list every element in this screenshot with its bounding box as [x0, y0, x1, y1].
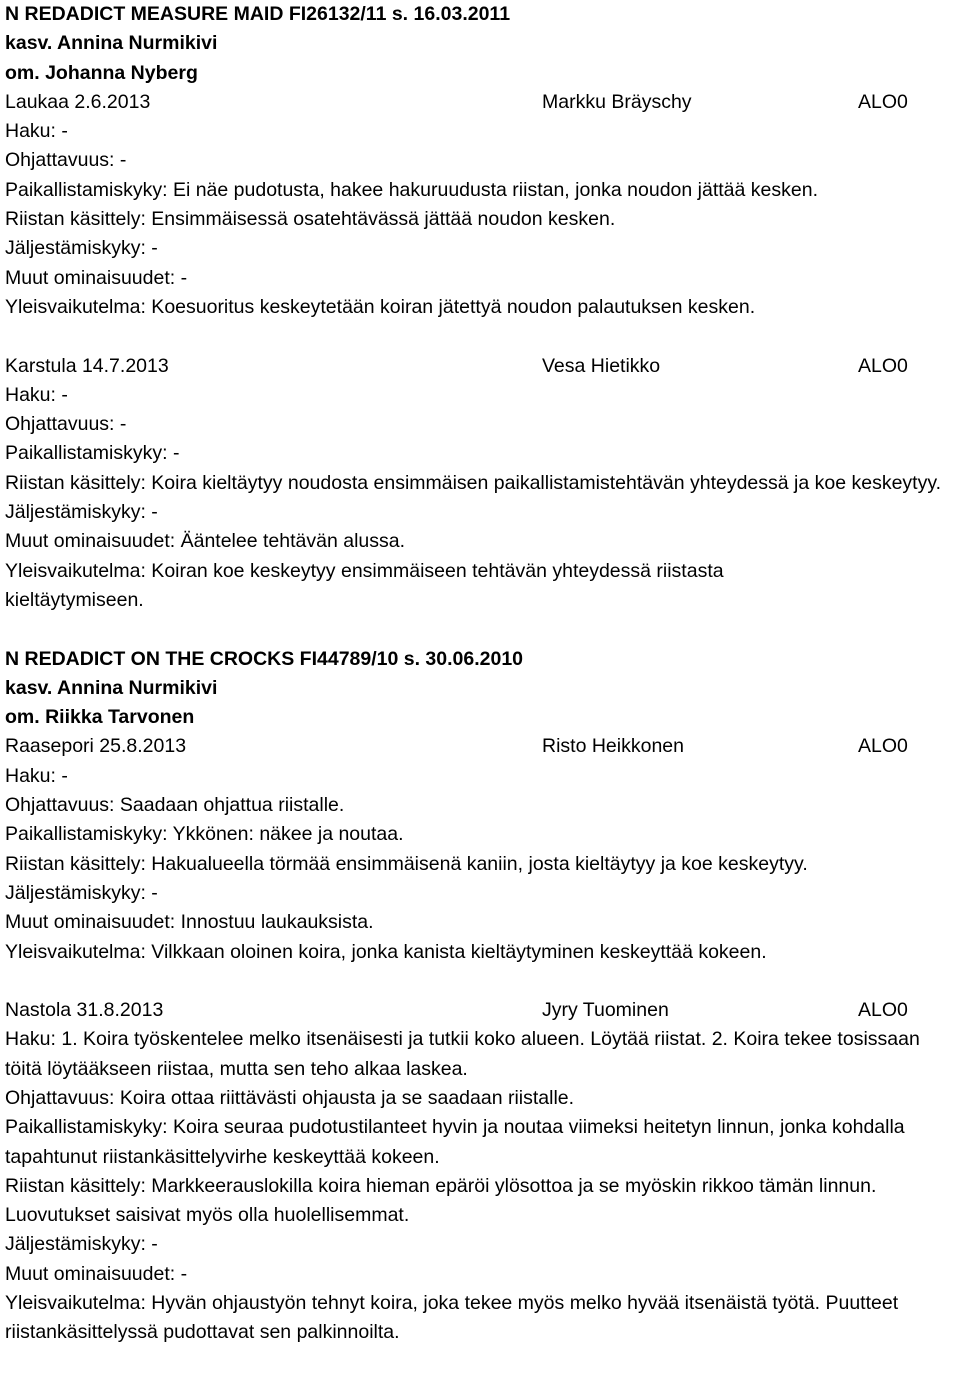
owner-line: om. Riikka Tarvonen: [5, 706, 195, 729]
entry-ohjattavuus: Ohjattavuus: Saadaan ohjattua riistalle.: [5, 794, 345, 817]
entry-paikallistamiskyky: Paikallistamiskyky: -: [5, 442, 180, 465]
entry-riistan-kasittely: Riistan käsittely: Hakualueella törmää ensimmäisenä kaniin, josta kieltäytyy ja koe keskeytyy.: [5, 852, 808, 875]
trial-place-date: Laukaa 2.6.2013: [5, 90, 151, 113]
entry-ohjattavuus: Ohjattavuus: -: [5, 149, 127, 172]
breeder-line: kasv. Annina Nurmikivi: [5, 676, 218, 699]
entry-muut-ominaisuudet: Muut ominaisuudet: -: [5, 266, 188, 289]
entry-muut-ominaisuudet: Muut ominaisuudet: Innostuu laukauksista.: [5, 911, 374, 934]
trial-judge: Risto Heikkonen: [542, 735, 684, 758]
entry-riistan-kasittely: Riistan käsittely: Koira kieltäytyy noudosta ensimmäisen paikallistamistehtävän yhteydessä ja koe keskeytyy.: [5, 471, 942, 494]
trial-place-date: Karstula 14.7.2013: [5, 354, 169, 377]
entry-jaljestamiskyky: Jäljestämiskyky: -: [5, 501, 158, 524]
entry-haku: Haku: 1. Koira työskentelee melko itsenäisesti ja tutkii koko alueen. Löytää riistat. 2. Koira tekee tosissaan töitä löytääkseen riistaa, mutta sen teho alkaa laskea.: [5, 1028, 920, 1080]
trial-place-date: Nastola 31.8.2013: [5, 999, 164, 1022]
trial-class-result: ALO0: [858, 90, 908, 113]
breeder-line: kasv. Annina Nurmikivi: [5, 32, 218, 55]
entry-jaljestamiskyky: Jäljestämiskyky: -: [5, 1233, 158, 1256]
entry-jaljestamiskyky: Jäljestämiskyky: -: [5, 881, 158, 904]
dog-name-line: N REDADICT ON THE CROCKS FI44789/10 s. 30.06.2010: [5, 647, 524, 670]
trial-judge: Vesa Hietikko: [542, 354, 661, 377]
dog-name-line: N REDADICT MEASURE MAID FI26132/11 s. 16.03.2011: [5, 3, 511, 25]
entry-haku: Haku: -: [5, 120, 68, 143]
spacer: [5, 967, 957, 996]
trial-judge: Markku Bräyschy: [542, 90, 692, 113]
trial-header: [5, 732, 957, 761]
trial-judge: Jyry Tuominen: [542, 999, 669, 1022]
trial-class-result: ALO0: [858, 999, 908, 1022]
trial-header: [5, 996, 957, 1025]
spacer: [5, 322, 957, 351]
trial-class-result: ALO0: [858, 354, 908, 377]
entry-yleisvaikutelma: Yleisvaikutelma: Koiran koe keskeytyy ensimmäiseen tehtävän yhteydessä riistasta kieltäytymiseen.: [5, 559, 724, 611]
entry-ohjattavuus: Ohjattavuus: -: [5, 413, 127, 436]
entry-jaljestamiskyky: Jäljestämiskyky: -: [5, 237, 158, 260]
trial-place-date: Raasepori 25.8.2013: [5, 735, 187, 758]
entry-riistan-kasittely: Riistan käsittely: Markkeerauslokilla koira hieman epäröi ylösottoa ja se myöskin rikkoo tämän linnun. Luovutukset saisivat myös olla huolellisemmat.: [5, 1174, 877, 1227]
entry-yleisvaikutelma: Yleisvaikutelma: Hyvän ohjaustyön tehnyt koira, joka tekee myös melko hyvää itsenäistä työtä. Puutteet riistankäsittelyssä pudottavat sen palkinnoilta.: [5, 1292, 899, 1344]
trial-header: [5, 352, 957, 381]
entry-paikallistamiskyky: Paikallistamiskyky: Koira seuraa pudotustilanteet hyvin ja noutaa viimeksi heitetyn linnun, jonka kohdalla tapahtunut riistankäsittelyvirhe keskeyttää kokeen.: [5, 1116, 905, 1168]
trial-results-document: [5, 0, 957, 1348]
entry-paikallistamiskyky: Paikallistamiskyky: Ykkönen: näkee ja noutaa.: [5, 823, 404, 846]
trial-class-result: ALO0: [858, 735, 908, 758]
spacer: [5, 615, 957, 644]
entry-muut-ominaisuudet: Muut ominaisuudet: -: [5, 1262, 188, 1285]
entry-riistan-kasittely: Riistan käsittely: Ensimmäisessä osatehtävässä jättää noudon kesken.: [5, 208, 616, 231]
entry-paikallistamiskyky: Paikallistamiskyky: Ei näe pudotusta, hakee hakuruudusta riistan, jonka noudon jättää kesken.: [5, 178, 818, 201]
trial-header: [5, 88, 957, 117]
entry-yleisvaikutelma: Yleisvaikutelma: Vilkkaan oloinen koira, jonka kanista kieltäytyminen keskeyttää kokeen.: [5, 940, 767, 963]
entry-muut-ominaisuudet: Muut ominaisuudet: Ääntelee tehtävän alussa.: [5, 530, 406, 553]
owner-line: om. Johanna Nyberg: [5, 61, 198, 84]
entry-haku: Haku: -: [5, 764, 68, 787]
entry-yleisvaikutelma: Yleisvaikutelma: Koesuoritus keskeytetään koiran jätettyä noudon palautuksen kesken.: [5, 295, 756, 318]
entry-ohjattavuus: Ohjattavuus: Koira ottaa riittävästi ohjausta ja se saadaan riistalle.: [5, 1086, 575, 1109]
entry-haku: Haku: -: [5, 383, 68, 406]
